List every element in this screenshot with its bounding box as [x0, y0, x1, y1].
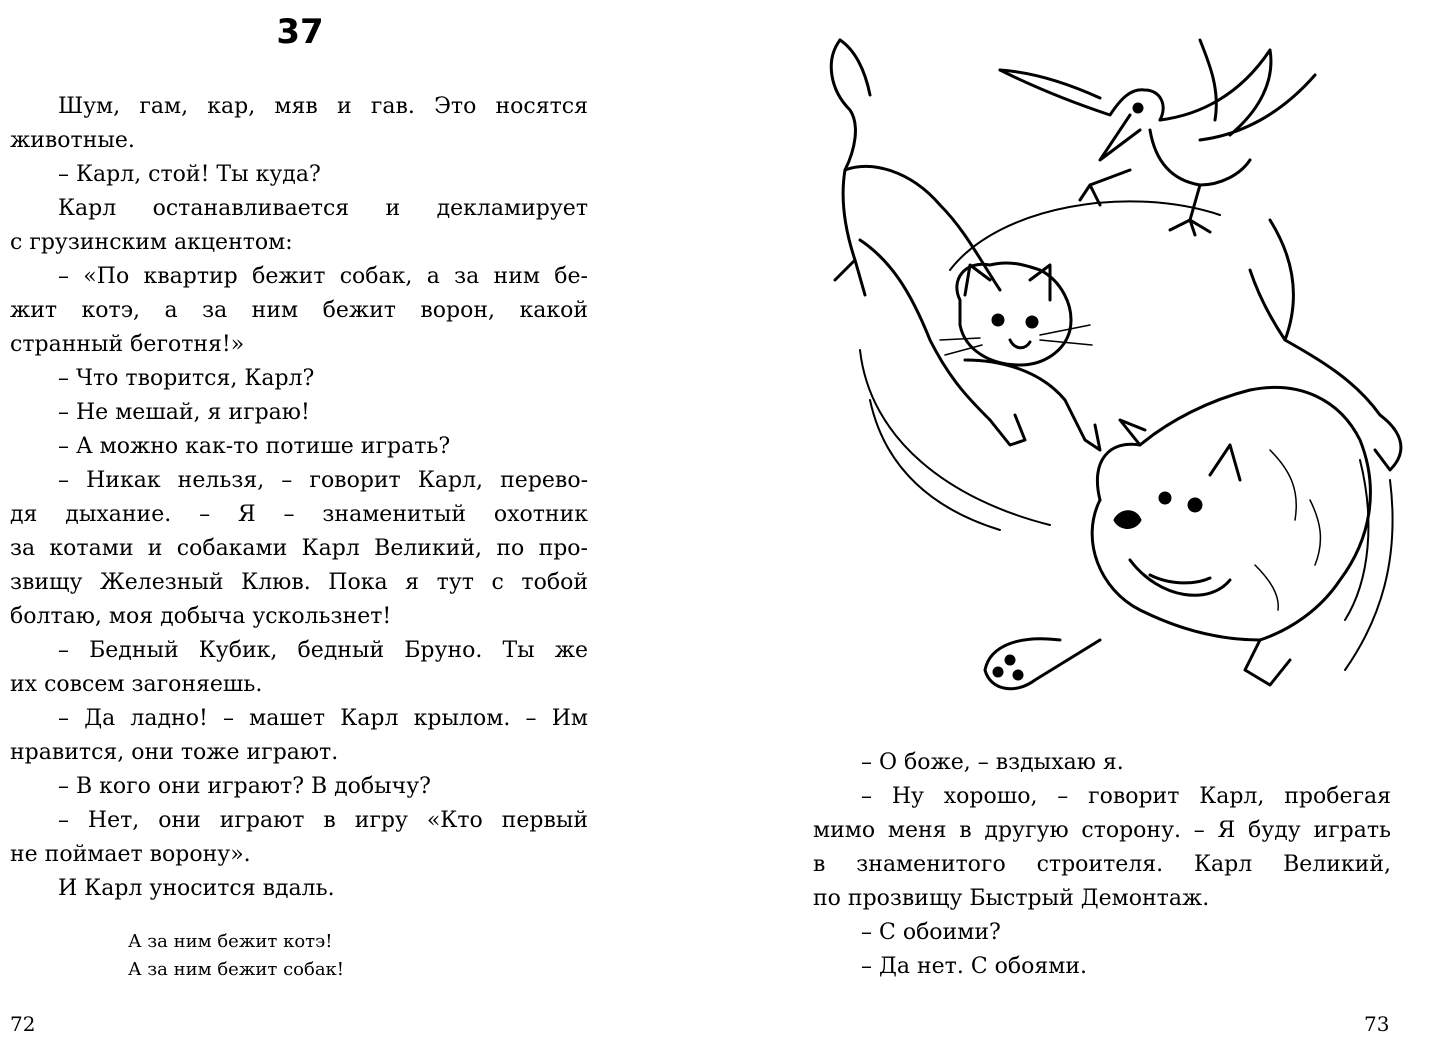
dog-drawing: [985, 220, 1401, 689]
text-line: жит котэ, а за ним бежит ворон, какой: [10, 298, 588, 323]
page-number-left: 72: [10, 1012, 36, 1036]
text-line: – Что творится, Карл?: [58, 366, 315, 391]
text-line: в знаменитого строителя. Карл Великий,: [813, 852, 1391, 877]
text-line: – Да нет. С обоями.: [861, 954, 1088, 979]
text-line: – Не мешай, я играю!: [58, 400, 310, 425]
text-line: нравится, они тоже играют.: [10, 740, 339, 765]
text-line: – О боже, – вздыхаю я.: [861, 750, 1124, 775]
text-line: – С обоими?: [861, 920, 1001, 945]
page-number-right: 73: [1364, 1012, 1390, 1036]
crow-drawing: [1000, 40, 1315, 235]
text-line: – Да ладно! – машет Карл крылом. – Им: [58, 706, 588, 731]
text-line: не поймает ворону».: [10, 842, 251, 867]
text-line: дя дыхание. – Я – знаменитый охотник: [10, 502, 588, 527]
text-line: – Никак нельзя, – говорит Карл, перево-: [58, 468, 588, 493]
text-line: странный беготня!»: [10, 332, 245, 357]
illustration: [800, 20, 1430, 720]
chapter-number: 37: [276, 12, 324, 52]
right-page-text: [813, 746, 1391, 984]
text-line: Шум, гам, кар, мяв и гав. Это носятся: [58, 94, 588, 119]
text-line: с грузинским акцентом:: [10, 230, 293, 255]
cat-drawing: [831, 40, 1100, 450]
text-line: – Бедный Кубик, бедный Бруно. Ты же: [58, 638, 588, 663]
text-line: – «По квартир бежит собак, а за ним бе-: [58, 264, 588, 289]
text-line: звищу Железный Клюв. Пока я тут с тобой: [10, 570, 588, 595]
text-line: их совсем загоняешь.: [10, 672, 263, 697]
text-line: по прозвищу Быстрый Демонтаж.: [813, 886, 1210, 911]
text-line: мимо меня в другую сторону. – Я буду играть: [813, 818, 1391, 843]
text-line: – Нет, они играют в игру «Кто первый: [58, 808, 588, 833]
text-line: – Ну хорошо, – говорит Карл, пробегая: [861, 784, 1391, 809]
text-line: Карл останавливается и декламирует: [58, 196, 588, 221]
text-line: животные.: [10, 128, 135, 153]
verse-line: А за ним бежит котэ!: [128, 931, 333, 952]
text-line: за котами и собаками Карл Великий, по про-: [10, 536, 588, 561]
text-line: – А можно как-то потише играть?: [58, 434, 451, 459]
text-line: болтаю, моя добыча ускользнет!: [10, 604, 392, 629]
left-page-text: [10, 90, 588, 906]
text-line: – Карл, стой! Ты куда?: [58, 162, 321, 187]
text-line: И Карл уносится вдаль.: [58, 876, 335, 901]
verse: [128, 928, 344, 984]
text-line: – В кого они играют? В добычу?: [58, 774, 431, 799]
verse-line: А за ним бежит собак!: [128, 959, 345, 980]
